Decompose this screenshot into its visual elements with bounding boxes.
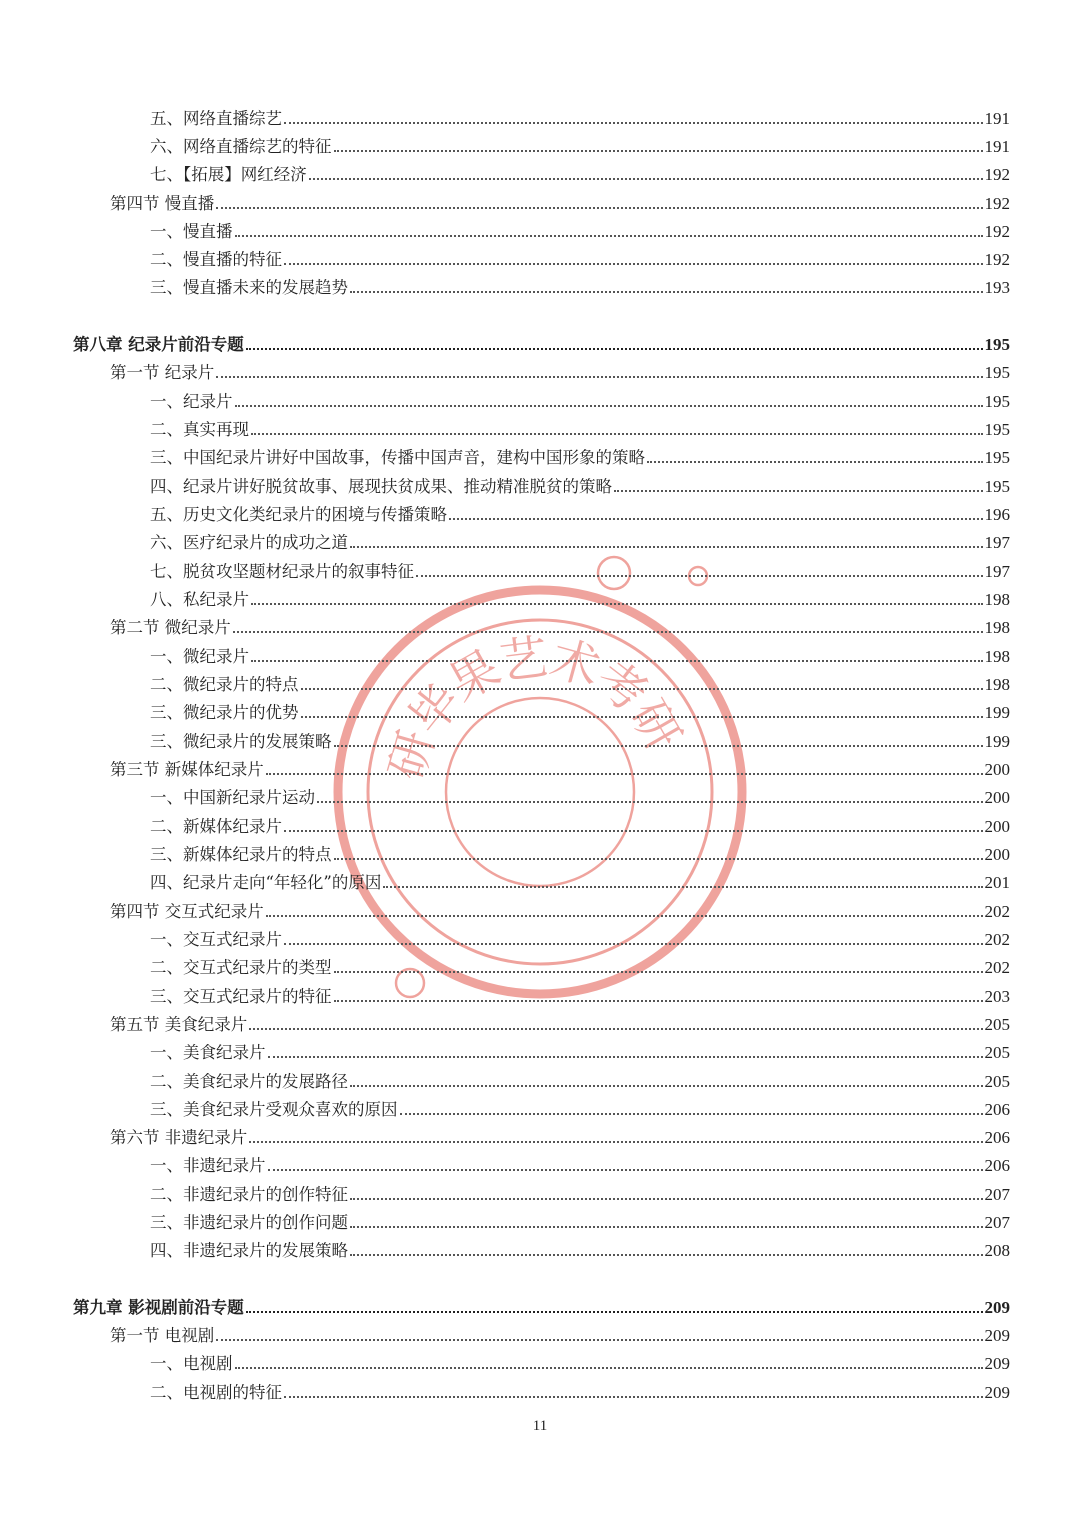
toc-entry-page: 195	[984, 420, 1010, 439]
toc-entry-page: 205	[984, 1072, 1010, 1091]
toc-entry-title: 三、微纪录片的发展策略	[150, 732, 332, 751]
toc-entry[interactable]	[150, 1237, 1010, 1261]
toc-entry-title: 二、慢直播的特征	[150, 250, 282, 269]
toc-entry[interactable]	[150, 274, 1010, 298]
toc-entry-page: 195	[984, 477, 1010, 496]
dot-leader	[233, 631, 983, 633]
toc-entry-title: 一、纪录片	[150, 392, 233, 411]
toc-entry-page: 202	[984, 902, 1010, 921]
toc-entry-title: 一、慢直播	[150, 222, 233, 241]
toc-entry[interactable]	[150, 1379, 1010, 1403]
toc-entry-page: 195	[984, 363, 1010, 382]
toc-entry[interactable]	[150, 1068, 1010, 1092]
toc-entry-page: 203	[984, 987, 1010, 1006]
dot-leader	[334, 1000, 983, 1002]
dot-leader	[284, 122, 983, 124]
toc-entry-title: 三、慢直播未来的发展趋势	[150, 278, 348, 297]
dot-leader	[334, 150, 983, 152]
toc-entry-title: 第六节 非遗纪录片	[110, 1128, 248, 1147]
toc-entry[interactable]	[150, 784, 1010, 808]
dot-leader	[249, 1141, 982, 1143]
dot-leader	[301, 716, 983, 718]
toc-entry-title: 四、纪录片讲好脱贫故事、展现扶贫成果、推动精准脱贫的策略	[150, 477, 612, 496]
toc-entry-page: 205	[984, 1015, 1010, 1034]
page-number: 11	[532, 1418, 548, 1434]
dot-leader	[334, 971, 983, 973]
dot-leader	[251, 433, 983, 435]
toc-entry-page: 199	[984, 732, 1010, 751]
chapter-heading[interactable]	[73, 331, 1010, 355]
toc-entry[interactable]	[150, 1181, 1010, 1205]
toc-entry-page: 195	[984, 448, 1010, 467]
toc-entry-title: 一、电视剧	[150, 1354, 233, 1373]
toc-entry-title: 三、交互式纪录片的特征	[150, 987, 332, 1006]
dot-leader	[334, 745, 983, 747]
toc-entry[interactable]	[150, 841, 1010, 865]
dot-leader	[246, 348, 983, 350]
toc-entry-title: 二、微纪录片的特点	[150, 675, 299, 694]
toc-entry-title: 二、非遗纪录片的创作特征	[150, 1185, 348, 1204]
toc-entry[interactable]	[150, 813, 1010, 837]
toc-entry-page: 200	[984, 760, 1010, 779]
toc-entry-title: 一、非遗纪录片	[150, 1156, 266, 1175]
dot-leader	[449, 518, 983, 520]
dot-leader	[317, 801, 983, 803]
toc-entry[interactable]	[150, 133, 1010, 157]
toc-entry-title: 三、非遗纪录片的创作问题	[150, 1213, 348, 1232]
dot-leader	[350, 1254, 983, 1256]
dot-leader	[216, 376, 982, 378]
toc-entry-page: 192	[984, 250, 1010, 269]
toc-entry[interactable]	[150, 246, 1010, 270]
toc-entry-page: 207	[984, 1213, 1010, 1232]
toc-entry-page: 206	[984, 1128, 1010, 1147]
toc-entry-page: 191	[984, 137, 1010, 156]
toc-entry-page: 198	[984, 647, 1010, 666]
toc-entry-page: 197	[984, 562, 1010, 581]
dot-leader	[284, 1396, 983, 1398]
dot-leader	[284, 943, 983, 945]
toc-entry[interactable]	[150, 161, 1010, 185]
dot-leader	[216, 1339, 982, 1341]
toc-entry-page: 192	[984, 165, 1010, 184]
dot-leader	[251, 660, 983, 662]
toc-entry-page: 197	[984, 533, 1010, 552]
toc-entry-title: 三、中国纪录片讲好中国故事，传播中国声音，建构中国形象的策略	[150, 448, 645, 467]
dot-leader	[383, 886, 982, 888]
toc-entry-title: 一、交互式纪录片	[150, 930, 282, 949]
watermark-char: 研	[618, 690, 692, 761]
toc-entry-title: 二、交互式纪录片的类型	[150, 958, 332, 977]
toc-entry-title: 第四节 交互式纪录片	[110, 902, 264, 921]
dot-leader	[268, 1056, 983, 1058]
section-heading[interactable]	[110, 614, 1010, 638]
toc-entry-title: 四、纪录片走向“年轻化”的原因	[150, 873, 382, 892]
dot-leader	[235, 1367, 983, 1369]
toc-entry[interactable]	[150, 218, 1010, 242]
dot-leader	[400, 1113, 983, 1115]
watermark-char: 研	[378, 724, 446, 787]
watermark-char: 术	[544, 630, 606, 698]
dot-leader	[350, 1226, 983, 1228]
section-heading[interactable]	[110, 190, 1010, 214]
toc-entry-title: 第九章 影视剧前沿专题	[73, 1298, 244, 1317]
toc-entry-page: 191	[984, 109, 1010, 128]
toc-entry-title: 二、真实再现	[150, 420, 249, 439]
dot-leader	[284, 830, 983, 832]
watermark-char: 艺	[496, 629, 552, 691]
toc-entry[interactable]	[150, 105, 1010, 129]
dot-leader	[309, 178, 983, 180]
toc-entry-title: 一、美食纪录片	[150, 1043, 266, 1062]
dot-leader	[266, 773, 983, 775]
toc-entry-page: 200	[984, 817, 1010, 836]
toc-entry-title: 二、新媒体纪录片	[150, 817, 282, 836]
toc-entry-title: 五、历史文化类纪录片的困境与传播策略	[150, 505, 447, 524]
toc-entry[interactable]	[150, 671, 1010, 695]
toc-entry-title: 第八章 纪录片前沿专题	[73, 335, 244, 354]
dot-leader	[350, 291, 983, 293]
toc-entry-title: 七、脱贫攻坚题材纪录片的叙事特征	[150, 562, 414, 581]
toc-entry[interactable]	[150, 869, 1010, 893]
dot-leader	[350, 546, 983, 548]
toc-entry[interactable]	[150, 954, 1010, 978]
toc-entry[interactable]	[150, 586, 1010, 610]
toc-entry-title: 第一节 电视剧	[110, 1326, 215, 1345]
toc-entry-title: 一、中国新纪录片运动	[150, 788, 315, 807]
section-heading[interactable]	[110, 1322, 1010, 1346]
dot-leader	[266, 915, 983, 917]
toc-entry-page: 202	[984, 958, 1010, 977]
toc-entry[interactable]	[150, 1209, 1010, 1233]
dot-leader	[216, 207, 982, 209]
section-heading[interactable]	[110, 756, 1010, 780]
toc-entry[interactable]	[150, 558, 1010, 582]
toc-entry-page: 196	[984, 505, 1010, 524]
toc-entry-page: 209	[984, 1354, 1010, 1373]
toc-entry-title: 二、电视剧的特征	[150, 1383, 282, 1402]
toc-entry-page: 205	[984, 1043, 1010, 1062]
section-heading[interactable]	[110, 898, 1010, 922]
toc-entry-title: 三、微纪录片的优势	[150, 703, 299, 722]
toc-entry[interactable]	[150, 643, 1010, 667]
toc-entry[interactable]	[150, 728, 1010, 752]
toc-entry-page: 206	[984, 1156, 1010, 1175]
dot-leader	[235, 235, 983, 237]
toc-entry-title: 第一节 纪录片	[110, 363, 215, 382]
toc-entry-page: 192	[984, 222, 1010, 241]
toc-entry-page: 209	[984, 1298, 1010, 1317]
toc-entry[interactable]	[150, 501, 1010, 525]
toc-entry[interactable]	[150, 1039, 1010, 1063]
dot-leader	[301, 688, 983, 690]
toc-entry-title: 五、网络直播综艺	[150, 109, 282, 128]
dot-leader	[350, 1085, 983, 1087]
dot-leader	[350, 1198, 983, 1200]
toc-entry[interactable]	[150, 416, 1010, 440]
toc-entry[interactable]	[150, 1096, 1010, 1120]
toc-entry-page: 195	[984, 335, 1010, 354]
toc-entry-page: 206	[984, 1100, 1010, 1119]
toc-entry[interactable]	[150, 983, 1010, 1007]
dot-leader	[614, 490, 983, 492]
toc-entry-page: 198	[984, 675, 1010, 694]
toc-entry[interactable]	[150, 926, 1010, 950]
toc-entry-page: 192	[984, 194, 1010, 213]
dot-leader	[268, 1169, 983, 1171]
toc-entry-title: 三、新媒体纪录片的特点	[150, 845, 332, 864]
toc-entry[interactable]	[150, 388, 1010, 412]
toc-entry-title: 第四节 慢直播	[110, 194, 215, 213]
dot-leader	[334, 858, 983, 860]
toc-entry-page: 208	[984, 1241, 1010, 1260]
toc-entry-title: 六、医疗纪录片的成功之道	[150, 533, 348, 552]
section-heading[interactable]	[110, 1124, 1010, 1148]
toc-entry-page: 195	[984, 392, 1010, 411]
dot-leader	[251, 603, 983, 605]
toc-entry-page: 200	[984, 788, 1010, 807]
dot-leader	[246, 1311, 983, 1313]
toc-entry-page: 202	[984, 930, 1010, 949]
toc-entry-title: 第三节 新媒体纪录片	[110, 760, 264, 779]
toc-entry-title: 二、美食纪录片的发展路径	[150, 1072, 348, 1091]
toc-entry-title: 第五节 美食纪录片	[110, 1015, 248, 1034]
toc-entry-page: 209	[984, 1383, 1010, 1402]
toc-entry-page: 193	[984, 278, 1010, 297]
watermark-char: 考	[585, 649, 658, 724]
toc-entry[interactable]	[150, 444, 1010, 468]
dot-leader	[416, 575, 983, 577]
dot-leader	[249, 1028, 982, 1030]
toc-entry-title: 三、美食纪录片受观众喜欢的原因	[150, 1100, 398, 1119]
toc-entry[interactable]	[150, 473, 1010, 497]
toc-entry[interactable]	[150, 699, 1010, 723]
toc-entry-title: 八、私纪录片	[150, 590, 249, 609]
toc-entry[interactable]	[150, 1350, 1010, 1374]
section-heading[interactable]	[110, 1011, 1010, 1035]
toc-entry-page: 198	[984, 618, 1010, 637]
toc-entry-page: 207	[984, 1185, 1010, 1204]
toc-entry-title: 七、【拓展】网红经济	[150, 165, 307, 184]
toc-entry[interactable]	[150, 529, 1010, 553]
watermark-char: 毕	[398, 673, 473, 746]
toc-entry-page: 209	[984, 1326, 1010, 1345]
toc-entry-title: 一、微纪录片	[150, 647, 249, 666]
toc-entry-title: 四、非遗纪录片的发展策略	[150, 1241, 348, 1260]
dot-leader	[647, 461, 983, 463]
chapter-heading[interactable]	[73, 1294, 1010, 1318]
toc-entry-title: 第二节 微纪录片	[110, 618, 231, 637]
dot-leader	[284, 263, 983, 265]
watermark-char: 果	[440, 639, 510, 713]
toc-entry-page: 200	[984, 845, 1010, 864]
toc-entry-page: 198	[984, 590, 1010, 609]
section-heading[interactable]	[110, 359, 1010, 383]
dot-leader	[235, 405, 983, 407]
toc-entry[interactable]	[150, 1152, 1010, 1176]
toc-entry-page: 201	[984, 873, 1010, 892]
toc-entry-title: 六、网络直播综艺的特征	[150, 137, 332, 156]
toc-entry-page: 199	[984, 703, 1010, 722]
